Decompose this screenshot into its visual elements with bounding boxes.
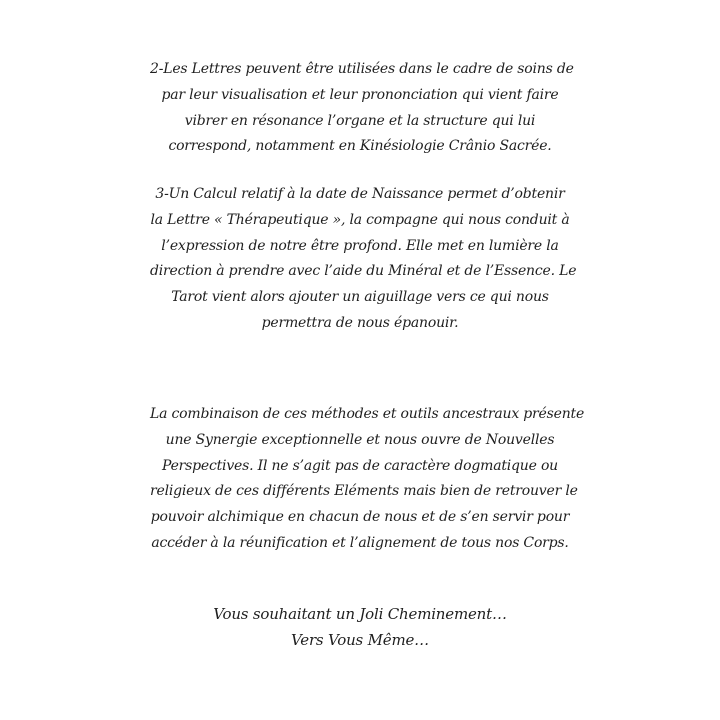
paragraph-point-2 (150, 57, 574, 160)
text-line: l’expression de notre être profond. Elle met en lumière la (161, 237, 559, 254)
text-line: La combinaison de ces méthodes et outils ancestraux présente (150, 406, 585, 422)
text-line: pouvoir alchimique en chacun de nous et de s’en servir pour (150, 509, 570, 526)
text-line: vibrer en résonance l’organe et la structure qui lui (184, 112, 536, 129)
text-line: correspond, notamment en Kinésiologie Crânio Sacrée. (168, 138, 552, 155)
text-line: la Lettre « Thérapeutique », la compagne qui nous conduit à (150, 211, 570, 228)
paragraph-synergy (150, 402, 585, 557)
text-line: par leur visualisation et leur prononciation qui vient faire (161, 86, 559, 103)
text-line: direction à prendre avec l’aide du Minéral et de l’Essence. Le (150, 263, 577, 280)
text-line: Perspectives. Il ne s’agit pas de caractère dogmatique ou (161, 457, 558, 474)
text-line: 3-Un Calcul relatif à la date de Naissance permet d’obtenir (155, 186, 565, 202)
closing-wishes (150, 601, 570, 653)
closing-line: Vers Vous Même… (291, 631, 429, 649)
text-line: religieux de ces différents Eléments mais bien de retrouver le (150, 483, 578, 500)
text-line: une Synergie exceptionnelle et nous ouvre de Nouvelles (165, 431, 555, 448)
text-line: permettra de nous épanouir. (261, 314, 459, 331)
text-line: Tarot vient alors ajouter un aiguillage vers ce qui nous (171, 289, 549, 306)
text-line: accéder à la réunification et l’alignement de tous nos Corps. (151, 534, 569, 551)
text-line: 2-Les Lettres peuvent être utilisées dans le cadre de soins de (150, 61, 574, 77)
closing-line: Vous souhaitant un Joli Cheminement… (213, 605, 507, 623)
paragraph-point-3 (150, 182, 577, 337)
